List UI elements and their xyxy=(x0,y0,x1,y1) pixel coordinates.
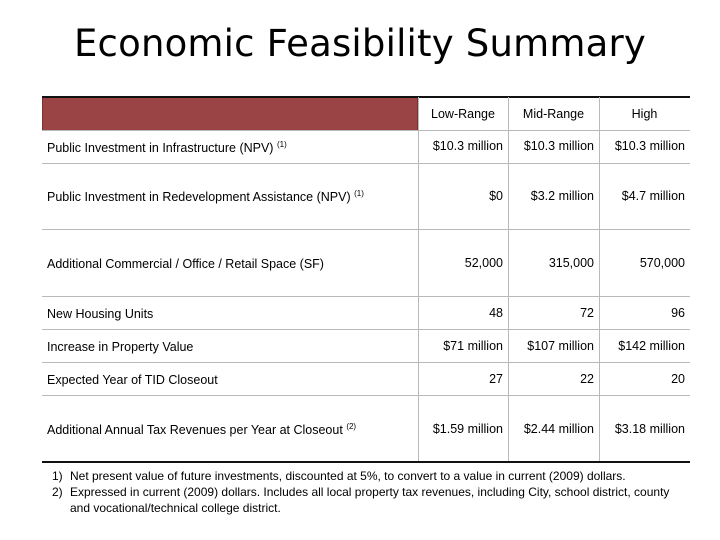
table-header-bar xyxy=(42,97,418,131)
footnotes xyxy=(52,468,692,516)
table-cell: 315,000 xyxy=(548,256,594,270)
row-divider xyxy=(42,296,690,297)
table-cell: $142 million xyxy=(618,339,685,353)
table-cell: 570,000 xyxy=(639,256,685,270)
footnote-2: 2) Expressed in current (2009) dollars. Includes all local property tax revenues, including City, school district, county and vocational/technical college district. xyxy=(52,485,670,515)
row-label-infrastructure: Public Investment in Infrastructure (NPV) $^{(1)}$ xyxy=(47,139,287,155)
row-label-commercial-space: Additional Commercial / Office / Retail Space (SF) xyxy=(47,257,324,271)
table-cell: $10.3 million xyxy=(614,139,685,153)
table-cell: $0 xyxy=(489,189,503,203)
table-cell: $10.3 million xyxy=(432,139,503,153)
column-header-low: Low-Range xyxy=(431,107,495,121)
table-cell: 27 xyxy=(489,372,503,386)
table-cell: 20 xyxy=(671,372,685,386)
column-header-mid: Mid-Range xyxy=(522,107,585,121)
column-header-high: High xyxy=(631,107,658,121)
table-cell: $4.7 million xyxy=(621,189,685,203)
row-divider xyxy=(42,329,690,330)
row-label-property-value: Increase in Property Value xyxy=(47,340,194,354)
table-cell: 96 xyxy=(671,306,685,320)
table-cell: $10.3 million xyxy=(523,139,594,153)
table-cell: 48 xyxy=(489,306,503,320)
table-bottom-rule xyxy=(42,461,690,463)
row-label-redevelopment: Public Investment in Redevelopment Assistance (NPV) $^{(1)}$ xyxy=(47,188,364,204)
table-cell: 72 xyxy=(580,306,594,320)
row-label-tax-revenues: Additional Annual Tax Revenues per Year at Closeout $^{(2)}$ xyxy=(47,421,357,437)
table-cell: $107 million xyxy=(527,339,594,353)
table-cell: $2.44 million xyxy=(523,422,594,436)
row-divider xyxy=(42,163,690,164)
footnote-1: 1) Net present value of future investments, discounted at 5%, to convert to a value in current (2009) dollars. xyxy=(52,469,626,483)
table-top-rule xyxy=(42,96,690,98)
row-label-housing-units: New Housing Units xyxy=(47,307,154,321)
row-divider xyxy=(42,229,690,230)
page-title: Economic Feasibility Summary xyxy=(73,22,647,65)
row-divider xyxy=(42,395,690,396)
table-cell: $3.2 million xyxy=(530,189,594,203)
row-label-tid-closeout: Expected Year of TID Closeout xyxy=(47,373,218,387)
table-cell: $71 million xyxy=(443,339,503,353)
row-divider xyxy=(42,362,690,363)
table-cell: 22 xyxy=(580,372,594,386)
table-cell: 52,000 xyxy=(464,256,503,270)
table-cell: $1.59 million xyxy=(432,422,503,436)
row-divider xyxy=(42,130,690,131)
table-cell: $3.18 million xyxy=(614,422,685,436)
